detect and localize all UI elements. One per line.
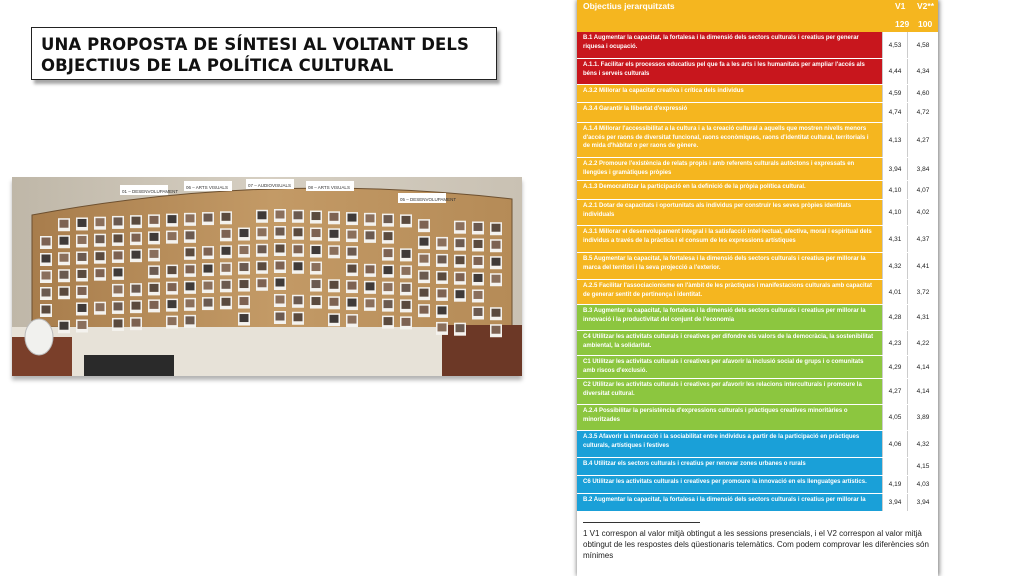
objective-text: C1 Utilitzar les activitats culturals i creatives per afavorir la inclusió social de grups i o comunitats amb riscos d'exclusió.: [577, 356, 882, 378]
value-v2: 4,15: [907, 458, 938, 475]
value-v2: 3,84: [907, 158, 938, 180]
table-row: [577, 59, 938, 85]
table-row: [577, 123, 938, 158]
photo-card-image: [60, 271, 69, 279]
photo-card-image: [294, 211, 303, 219]
photo-card-image: [474, 240, 483, 248]
photo-card-image: [402, 318, 411, 326]
photo-card-image: [96, 218, 105, 226]
photo-card-image: [132, 285, 141, 293]
photo-card-image: [456, 273, 465, 281]
value-v2: 4,58: [907, 32, 938, 58]
photo-card-image: [438, 306, 447, 314]
photo-card-image: [168, 300, 177, 308]
photo-card-image: [204, 299, 213, 307]
photo-card-image: [348, 248, 357, 256]
table-row: [577, 476, 938, 494]
photo-card-image: [222, 281, 231, 289]
photo-card-image: [312, 212, 321, 220]
table-row: [577, 405, 938, 431]
objective-text: A.3.2 Millorar la capacitat creativa i crítica dels individus: [577, 85, 882, 102]
photo-card-image: [402, 267, 411, 275]
photo-card-image: [420, 238, 429, 246]
photo-card-image: [402, 216, 411, 224]
photo-card-image: [384, 300, 393, 308]
photo-card-image: [42, 306, 51, 314]
photo-card-image: [384, 215, 393, 223]
photo-card-image: [240, 263, 249, 271]
table-row: [577, 494, 938, 512]
objective-text: A.3.1 Millorar el desenvolupament integral i la satisfacció intel·lectual, afectiva, moral i espiritual dels individus a través de la pràctica i el consum de les expressions artístiques: [577, 226, 882, 252]
photo-card-image: [240, 229, 249, 237]
photo-card-image: [258, 245, 267, 253]
photo-card-image: [492, 224, 501, 232]
photo-card-image: [258, 262, 267, 270]
photo-card-image: [150, 301, 159, 309]
value-v1: 4,74: [882, 103, 907, 122]
value-v1: 4,23: [882, 331, 907, 355]
photo-card-image: [420, 272, 429, 280]
photo-card-image: [42, 238, 51, 246]
photo-card-image: [366, 265, 375, 273]
value-v2: 4,32: [907, 431, 938, 457]
photo-card-image: [456, 239, 465, 247]
photo-card-image: [474, 223, 483, 231]
slide-title-line-2: OBJECTIUS DE LA POLÍTICA CULTURAL: [41, 56, 394, 75]
photo-card-image: [186, 299, 195, 307]
photo-card-image: [132, 217, 141, 225]
photo-card-image: [294, 262, 303, 270]
photo-card-image: [114, 251, 123, 259]
footnote-text: 1 V1 correspon al valor mitjà obtingut a les sessions presencials, i el V2 correspon al valor mitjà obtingut de les respostes dels qüestionaris telemàtics. Com podem comprovar les diferències són mínimes: [583, 529, 929, 560]
photo-card-image: [330, 281, 339, 289]
photo-card-image: [438, 272, 447, 280]
value-v1: 4,05: [882, 405, 907, 430]
value-v1: 4,06: [882, 431, 907, 457]
photo-card-image: [96, 252, 105, 260]
photo-card-image: [114, 285, 123, 293]
value-v1: 4,53: [882, 32, 907, 58]
photo-card-image: [114, 302, 123, 310]
photo-card-image: [222, 230, 231, 238]
photo-card-image: [168, 266, 177, 274]
photo-card-image: [402, 301, 411, 309]
photo-card-image: [384, 283, 393, 291]
table-row: [577, 103, 938, 123]
photo-card-image: [132, 234, 141, 242]
photo-card-image: [402, 284, 411, 292]
objectives-document: [577, 0, 938, 576]
photo-card-image: [150, 216, 159, 224]
value-v1: 4,10: [882, 200, 907, 225]
value-v2: 4,02: [907, 200, 938, 225]
photo-card-image: [186, 248, 195, 256]
photo-label-4: 08 – ARTS VISUALS: [308, 185, 350, 190]
table-row: [577, 253, 938, 280]
photo-card-image: [240, 280, 249, 288]
photo-card-image: [258, 211, 267, 219]
photo-card-image: [330, 213, 339, 221]
photo-card-image: [492, 326, 501, 334]
photo-card-image: [456, 290, 465, 298]
photo-card-image: [330, 230, 339, 238]
photo-card-image: [78, 236, 87, 244]
value-v2: 4,72: [907, 103, 938, 122]
table-row: [577, 226, 938, 253]
photo-card-image: [78, 287, 87, 295]
photo-card-image: [312, 263, 321, 271]
photo-card-image: [474, 291, 483, 299]
photo-card-image: [294, 313, 303, 321]
table-header: [577, 0, 938, 32]
objective-text: A.1.3 Democratitzar la participació en la definició de la pròpia política cultural.: [577, 181, 882, 199]
photo-card-image: [186, 265, 195, 273]
photo-card-image: [438, 255, 447, 263]
photo-card-image: [186, 316, 195, 324]
objective-text: B.1 Augmentar la capacitat, la fortalesa i la dimensió dels sectors culturals i creatius per generar riquesa i ocupació.: [577, 32, 882, 58]
photo-card-image: [96, 303, 105, 311]
value-v1: 4,32: [882, 253, 907, 279]
photo-card-image: [150, 250, 159, 258]
value-v2: 4,31: [907, 305, 938, 330]
photo-card-image: [402, 250, 411, 258]
photo-card-image: [186, 282, 195, 290]
photo-card-image: [276, 211, 285, 219]
value-v1: 4,19: [882, 476, 907, 493]
value-v1: 4,29: [882, 356, 907, 378]
photo-card-image: [78, 321, 87, 329]
corkboard-wall-image: [12, 177, 522, 376]
table-row: [577, 200, 938, 226]
photo-card-image: [438, 323, 447, 331]
value-v2: 3,89: [907, 405, 938, 430]
photo-card-image: [78, 270, 87, 278]
photo-card-image: [474, 274, 483, 282]
value-v1: 4,13: [882, 123, 907, 157]
column-v1-count: 129: [895, 19, 910, 29]
value-v2: 4,07: [907, 181, 938, 199]
value-v2: 4,03: [907, 476, 938, 493]
value-v1: 4,28: [882, 305, 907, 330]
photo-card-image: [330, 298, 339, 306]
footnote-rule: [583, 522, 700, 523]
workshop-photo: [12, 177, 522, 376]
value-v1: 3,94: [882, 494, 907, 511]
photo-card-image: [222, 247, 231, 255]
photo-card-image: [222, 264, 231, 272]
value-v1: 4,27: [882, 379, 907, 404]
photo-card-image: [348, 265, 357, 273]
objective-text: A.2.1 Dotar de capacitats i oportunitats als individus per construir les seves pròpies identitats individuals: [577, 200, 882, 225]
photo-card-image: [492, 275, 501, 283]
photo-card-image: [150, 267, 159, 275]
value-v1: 4,59: [882, 85, 907, 102]
objective-text: C4 Utilitzar les activitats culturals i creatives per difondre els valors de la democràcia, la sostenibilitat ambiental, la solidaritat.: [577, 331, 882, 355]
objective-text: A.1.1. Facilitar els processos educatius pel que fa a les arts i les humanitats per ampliar l'accés als béns i serveis culturals: [577, 59, 882, 84]
value-v2: 4,34: [907, 59, 938, 84]
photo-card-image: [438, 289, 447, 297]
value-v1: 4,44: [882, 59, 907, 84]
photo-card-image: [114, 319, 123, 327]
photo-card-image: [438, 238, 447, 246]
photo-card-image: [456, 222, 465, 230]
photo-card-image: [384, 266, 393, 274]
photo-label-5: 05 – DESENVOLUPAMENT: [400, 197, 457, 202]
photo-card-image: [312, 280, 321, 288]
photo-card-image: [276, 245, 285, 253]
photo-card-image: [258, 279, 267, 287]
value-v2: 4,41: [907, 253, 938, 279]
objective-text: A.2.4 Possibilitar la persistència d'expressions culturals i pràctiques creatives minoritàries o minoritzades: [577, 405, 882, 430]
photo-card-image: [114, 217, 123, 225]
objective-text: A.2.5 Facilitar l'associacionisme en l'àmbit de les pràctiques i manifestacions culturals amb capacitat de generar sentit de pertinença i identitat.: [577, 280, 882, 304]
photo-card-image: [294, 296, 303, 304]
photo-card-image: [60, 237, 69, 245]
value-v2: 4,27: [907, 123, 938, 157]
photo-card-image: [276, 228, 285, 236]
photo-card-image: [132, 302, 141, 310]
photo-card-image: [420, 306, 429, 314]
photo-card-image: [60, 288, 69, 296]
photo-card-image: [276, 313, 285, 321]
column-v2-count: 100: [918, 19, 933, 29]
table-row: [577, 431, 938, 458]
photo-card-image: [240, 314, 249, 322]
photo-card-image: [132, 319, 141, 327]
value-v2: 4,14: [907, 356, 938, 378]
photo-card-image: [168, 317, 177, 325]
value-v2: 4,37: [907, 226, 938, 252]
photo-card-image: [42, 255, 51, 263]
photo-card-image: [276, 279, 285, 287]
photo-card-image: [78, 253, 87, 261]
photo-card-image: [186, 214, 195, 222]
objective-text: A.3.5 Afavorir la interacció i la sociabilitat entre individus a partir de la participació en pràctiques culturals, artístiques i festives: [577, 431, 882, 457]
photo-card-image: [78, 219, 87, 227]
photo-card-image: [222, 213, 231, 221]
objective-text: A.1.4 Millorar l'accessibilitat a la cultura i a la creació cultural a aquells que mostren nivells menors d'accés per raons de diversitat funcional, raons econòmiques, raons d'identitat cultural, territorials i de mida d'hàbitat o per raons de gènere.: [577, 123, 882, 157]
photo-card-image: [186, 231, 195, 239]
objective-text: B.3 Augmentar la capacitat, la fortalesa i la dimensió dels sectors culturals i creatius per millorar la innovació i la productivitat del conjunt de l'economia: [577, 305, 882, 330]
photo-card-image: [96, 235, 105, 243]
photo-card-image: [240, 246, 249, 254]
photo-card-image: [114, 268, 123, 276]
photo-card-image: [222, 298, 231, 306]
photo-card-image: [114, 234, 123, 242]
value-v1: 4,01: [882, 280, 907, 304]
slide-title-box: [31, 27, 497, 80]
photo-card-image: [474, 308, 483, 316]
slide-title-line-1: UNA PROPOSTA DE SÍNTESI AL VOLTANT DELS: [41, 35, 470, 54]
table-row: [577, 280, 938, 305]
value-v1: 4,10: [882, 181, 907, 199]
photo-card-image: [168, 283, 177, 291]
photo-card-image: [294, 245, 303, 253]
photo-card-image: [384, 317, 393, 325]
photo-card-image: [42, 272, 51, 280]
table-row: [577, 356, 938, 379]
photo-card-image: [330, 315, 339, 323]
photo-card-image: [294, 228, 303, 236]
objective-text: A.3.4 Garantir la llibertat d'expressió: [577, 103, 882, 122]
photo-card-image: [420, 289, 429, 297]
table-row: [577, 379, 938, 405]
value-v2: 4,22: [907, 331, 938, 355]
objective-text: B.4 Utilitzar els sectors culturals i creatius per renovar zones urbanes o rurals: [577, 458, 882, 475]
photo-label-1: 01 – DESENVOLUPAMENT: [122, 189, 179, 194]
photo-card-image: [276, 296, 285, 304]
photo-card-image: [492, 309, 501, 317]
objective-text: B.5 Augmentar la capacitat, la fortalesa i la dimensió dels sectors culturals i creatius per millorar la marca del territori i la seva projecció a l'exterior.: [577, 253, 882, 279]
table-row: [577, 32, 938, 59]
photo-card-image: [312, 297, 321, 305]
photo-card-image: [276, 262, 285, 270]
photo-card-image: [42, 289, 51, 297]
objectives-table-body: [577, 32, 938, 512]
value-v2: 3,94: [907, 494, 938, 511]
photo-card-image: [258, 228, 267, 236]
objective-text: C2 Utilitzar les activitats culturals i creatives per afavorir les relacions interculturals i promoure la diversitat cultural.: [577, 379, 882, 404]
photo-card-image: [60, 254, 69, 262]
photo-card-image: [60, 322, 69, 330]
photo-card-image: [150, 233, 159, 241]
value-v2: 4,60: [907, 85, 938, 102]
value-v1: 3,94: [882, 158, 907, 180]
photo-card-image: [348, 316, 357, 324]
value-v1: [882, 458, 907, 475]
objective-text: A.2.2 Promoure l'existència de relats propis i amb referents culturals autòctons i expressats en llengües i gramàtiques pròpies: [577, 158, 882, 180]
table-row: [577, 331, 938, 356]
objective-text: C6 Utilitzar les activitats culturals i creatives per promoure la innovació en els llenguatges artístics.: [577, 476, 882, 493]
photo-card-image: [204, 248, 213, 256]
photo-card-image: [204, 282, 213, 290]
photo-card-image: [492, 258, 501, 266]
photo-card-image: [348, 231, 357, 239]
photo-card-image: [348, 299, 357, 307]
column-v2-header: V2**: [917, 1, 935, 11]
value-v1: 4,31: [882, 226, 907, 252]
table-row: [577, 458, 938, 476]
photo-card-image: [240, 297, 249, 305]
value-v2: 3,72: [907, 280, 938, 304]
photo-card-image: [384, 232, 393, 240]
photo-card-image: [366, 231, 375, 239]
photo-card-image: [456, 256, 465, 264]
photo-card-image: [150, 284, 159, 292]
photo-card-image: [204, 265, 213, 273]
photo-card-image: [366, 214, 375, 222]
photo-card-image: [60, 220, 69, 228]
photo-card-image: [330, 247, 339, 255]
table-header-title: Objectius jerarquitzats: [583, 1, 675, 11]
table-row: [577, 158, 938, 181]
column-v1-header: V1: [895, 1, 906, 11]
table-row: [577, 305, 938, 331]
photo-card-image: [78, 304, 87, 312]
photo-card-image: [348, 282, 357, 290]
photo-card-image: [168, 215, 177, 223]
photo-card-image: [384, 249, 393, 257]
value-v2: 4,14: [907, 379, 938, 404]
photo-label-2: 06 – ARTS VISUALS: [186, 185, 228, 190]
photo-card-image: [366, 282, 375, 290]
photo-card-image: [132, 251, 141, 259]
photo-card-image: [474, 257, 483, 265]
photo-card-image: [420, 221, 429, 229]
photo-card-image: [492, 241, 501, 249]
photo-label-3: 07 – AUDIOVISUALS: [248, 183, 292, 188]
table-row: [577, 181, 938, 200]
footnote: [583, 522, 933, 561]
photo-card-image: [420, 255, 429, 263]
photo-card-image: [456, 324, 465, 332]
photo-card-image: [366, 299, 375, 307]
photo-card-image: [96, 269, 105, 277]
photo-card-image: [312, 229, 321, 237]
photo-card-image: [312, 246, 321, 254]
photo-card-image: [168, 232, 177, 240]
photo-card-image: [348, 214, 357, 222]
objective-text: B.2 Augmentar la capacitat, la fortalesa i la dimensió dels sectors culturals i creatius per millorar la: [577, 494, 882, 511]
table-row: [577, 85, 938, 103]
photo-card-image: [204, 214, 213, 222]
